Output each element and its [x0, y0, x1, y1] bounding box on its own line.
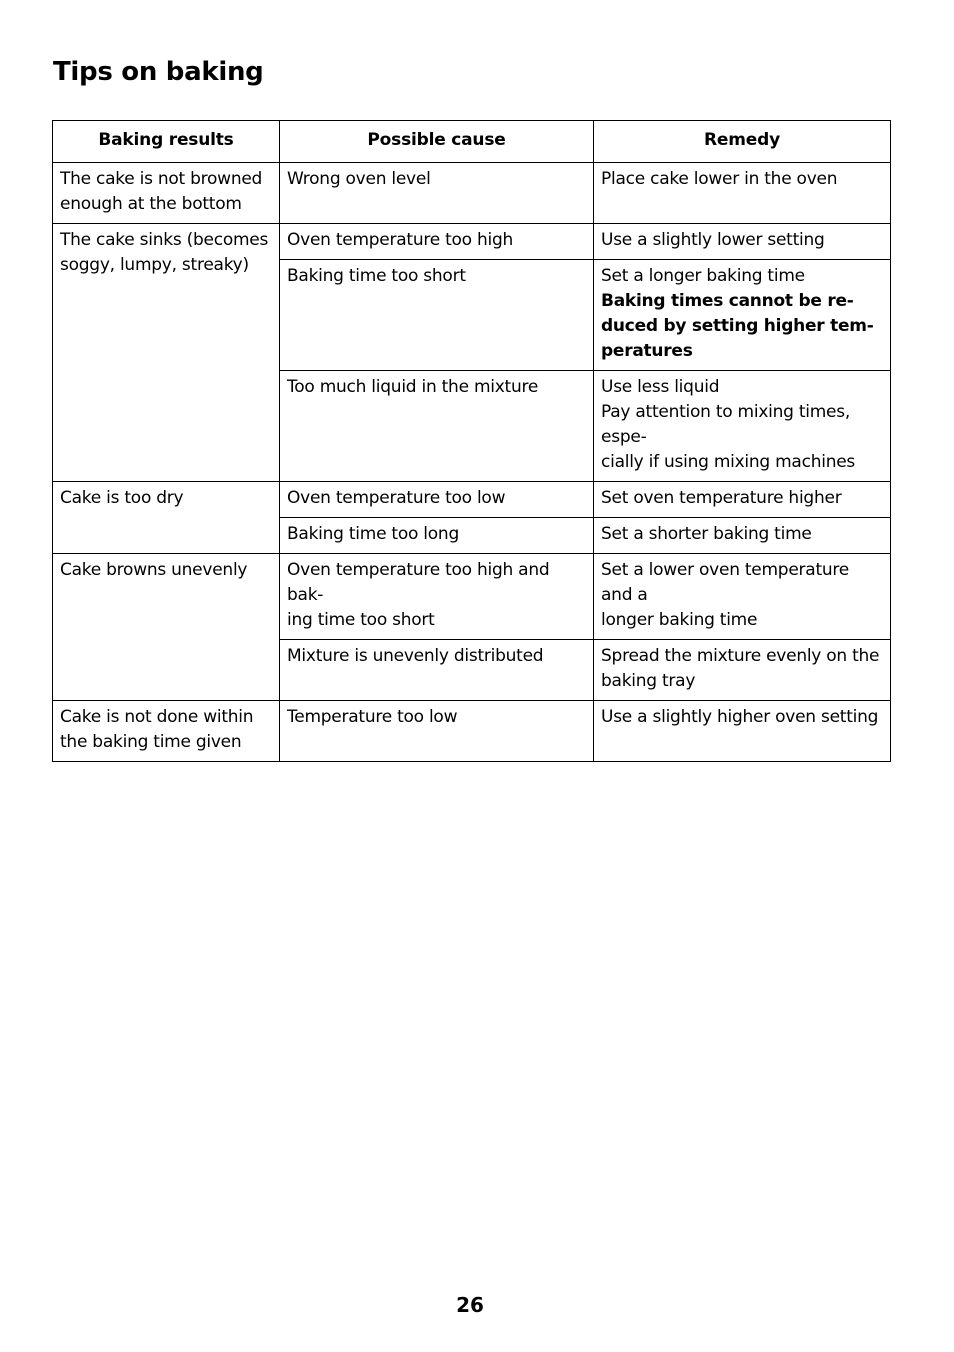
- cause-text: Wrong oven level: [287, 169, 431, 189]
- remedy-text: Set a longer baking time: [601, 266, 805, 286]
- result-cell: [53, 224, 280, 482]
- cause-text: Oven temperature too high: [287, 230, 514, 250]
- cause-text: Baking time too short: [287, 266, 466, 286]
- header-remedy: Remedy: [594, 121, 891, 163]
- result-text: the baking time given: [60, 732, 242, 752]
- remedy-cell: [594, 518, 891, 554]
- remedy-text: cially if using mixing machines: [601, 452, 856, 472]
- remedy-cell: [594, 482, 891, 518]
- result-cell: [53, 482, 280, 554]
- table-row: [53, 163, 891, 224]
- remedy-text: Spread the mixture evenly on the: [601, 646, 880, 666]
- cause-text: Too much liquid in the mixture: [287, 377, 539, 397]
- table-row: [53, 482, 891, 518]
- cause-cell: [280, 701, 594, 762]
- result-text: soggy, lumpy, streaky): [60, 255, 249, 275]
- cause-text: Mixture is unevenly distributed: [287, 646, 544, 666]
- cause-text: Oven temperature too high and bak-: [287, 560, 550, 605]
- remedy-cell: [594, 701, 891, 762]
- result-cell: [53, 701, 280, 762]
- remedy-text: Pay attention to mixing times, espe-: [601, 402, 850, 447]
- page-number: 26: [456, 1293, 484, 1317]
- cause-cell: [280, 224, 594, 260]
- result-text: enough at the bottom: [60, 194, 242, 214]
- cause-cell: [280, 482, 594, 518]
- baking-tips-table: [52, 120, 891, 762]
- remedy-text: Use a slightly lower setting: [601, 230, 825, 250]
- remedy-text: Set oven temperature higher: [601, 488, 842, 508]
- remedy-text: baking tray: [601, 671, 696, 691]
- cause-text: ing time too short: [287, 610, 435, 630]
- cause-cell: [280, 518, 594, 554]
- cause-cell: [280, 640, 594, 701]
- remedy-cell: [594, 371, 891, 482]
- remedy-text: Set a shorter baking time: [601, 524, 812, 544]
- result-text: The cake sinks (becomes: [60, 230, 269, 250]
- remedy-cell: [594, 224, 891, 260]
- remedy-text: Use less liquid: [601, 377, 720, 397]
- remedy-cell: [594, 260, 891, 371]
- remedy-note: peratures: [601, 341, 693, 361]
- cause-cell: [280, 260, 594, 371]
- remedy-cell: [594, 163, 891, 224]
- cause-text: Temperature too low: [287, 707, 458, 727]
- remedy-note: Baking times cannot be re-: [601, 291, 854, 311]
- cause-cell: [280, 554, 594, 640]
- cause-text: Oven temperature too low: [287, 488, 506, 508]
- result-text: Cake browns unevenly: [60, 560, 248, 580]
- cause-cell: [280, 371, 594, 482]
- result-text: The cake is not browned: [60, 169, 263, 189]
- header-possible-cause: Possible cause: [280, 121, 594, 163]
- remedy-cell: [594, 554, 891, 640]
- result-cell: [53, 163, 280, 224]
- result-text: Cake is too dry: [60, 488, 184, 508]
- remedy-text: Place cake lower in the oven: [601, 169, 838, 189]
- remedy-text: longer baking time: [601, 610, 758, 630]
- table-row: [53, 701, 891, 762]
- remedy-note: duced by setting higher tem-: [601, 316, 874, 336]
- remedy-cell: [594, 640, 891, 701]
- cause-text: Baking time too long: [287, 524, 459, 544]
- result-text: Cake is not done within: [60, 707, 254, 727]
- result-cell: [53, 554, 280, 701]
- header-baking-results: Baking results: [53, 121, 280, 163]
- remedy-text: Use a slightly higher oven setting: [601, 707, 879, 727]
- table-row: [53, 224, 891, 260]
- cause-cell: [280, 163, 594, 224]
- remedy-text: Set a lower oven temperature and a: [601, 560, 849, 605]
- table-row: [53, 554, 891, 640]
- table-header-row: [53, 121, 891, 163]
- page-title: Tips on baking: [53, 57, 264, 87]
